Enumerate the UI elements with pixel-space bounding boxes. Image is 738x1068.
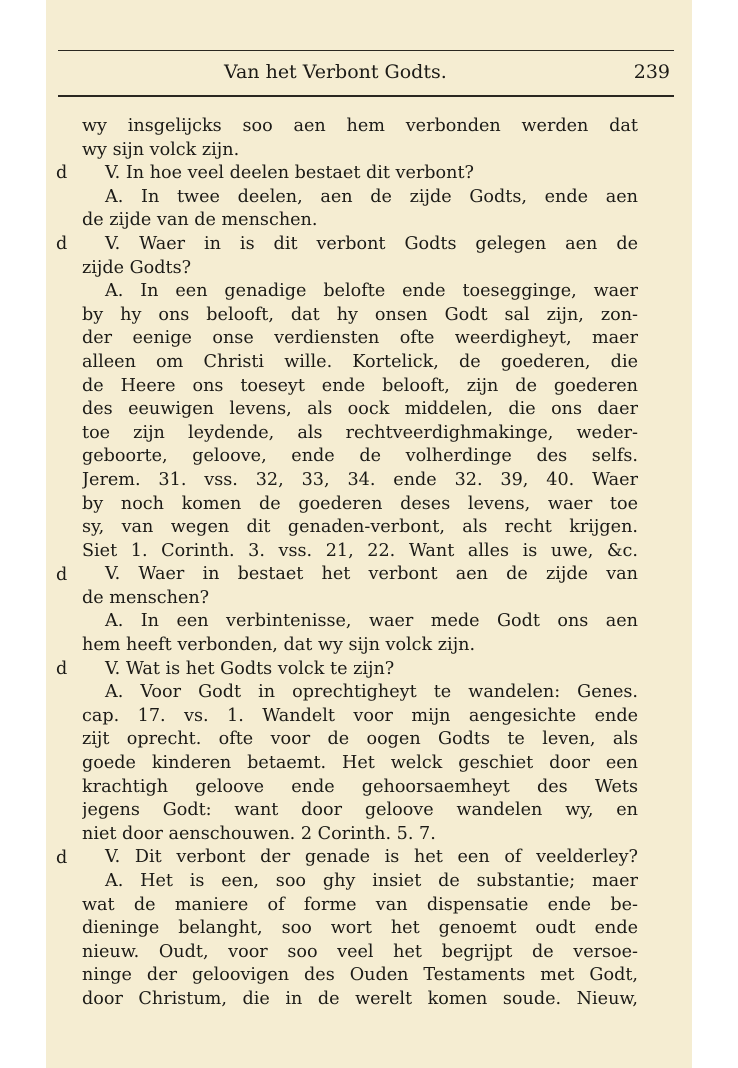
text-line: by hy ons belooft, dat hy onsen Godt sal zijn, zon-	[82, 304, 638, 325]
text-line: de zijde van de menschen.	[82, 210, 318, 231]
text-line: A. In een verbintenisse, waer mede Godt ons aen	[105, 611, 638, 632]
text-line: V. Wat is het Godts volck te zijn?	[105, 658, 395, 679]
text-line: zijde Godts?	[82, 257, 192, 278]
text-line: dieninge belanght, soo wort het genoemt oudt ende	[82, 918, 638, 939]
text-line: A. In een genadige belofte ende toesegginge, waer	[105, 281, 638, 302]
page-number: 239	[633, 61, 670, 83]
text-line: A. In twee deelen, aen de zijde Godts, ende aen	[105, 186, 638, 207]
text-line: wat de maniere of forme van dispensatie ende be-	[82, 894, 638, 915]
margin-marker: d	[56, 659, 68, 679]
text-line: V. Waer in bestaet het verbont aen de zijde van	[105, 564, 638, 585]
text-line: wy insgelijcks soo aen hem verbonden werden dat	[82, 116, 638, 136]
text-line: de Heere ons toeseyt ende belooft, zijn de goederen	[82, 375, 638, 396]
text-line: nieuw. Oudt, voor soo veel het begrijpt de versoe-	[82, 941, 638, 962]
text-line: geboorte, geloove, ende de volherdinge des selfs.	[82, 446, 638, 467]
text-line: niet door aenschouwen. 2 Corinth. 5. 7.	[82, 823, 436, 844]
running-header-title: Van het Verbont Godts.	[224, 61, 447, 83]
text-line: V. In hoe veel deelen bestaet dit verbont?	[105, 163, 474, 184]
text-line: krachtigh geloove ende gehoorsaemheyt des Wets	[82, 776, 638, 797]
text-line: alleen om Christi wille. Kortelick, de goederen, die	[82, 351, 638, 372]
margin-marker: d	[56, 848, 68, 868]
text-line: der eenige onse verdiensten ofte weerdigheyt, maer	[82, 328, 638, 349]
text-line: A. Voor Godt in oprechtigheyt te wandelen: Genes.	[105, 682, 638, 703]
margin-marker: d	[56, 565, 68, 585]
text-line: Jerem. 31. vss. 32, 33, 34. ende 32. 39, 40. Waer	[82, 469, 638, 490]
text-line: toe zijn leydende, als rechtveerdighmakinge, weder-	[82, 422, 638, 443]
text-line: cap. 17. vs. 1. Wandelt voor mijn aengesichte ende	[82, 705, 638, 726]
body-text	[82, 115, 638, 1012]
text-line: sy, van wegen dit genaden-verbont, als recht krijgen.	[82, 517, 638, 538]
text-line: by noch komen de goederen deses levens, waer toe	[82, 493, 638, 514]
book-page	[46, 0, 692, 1068]
text-line: Siet 1. Corinth. 3. vss. 21, 22. Want alles is uwe, &c.	[82, 540, 638, 561]
text-line: de menschen?	[82, 587, 210, 608]
header-rule-bottom	[58, 95, 674, 97]
text-line: des eeuwigen levens, als oock middelen, die ons daer	[82, 399, 638, 420]
text-line: door Christum, die in de werelt komen soude. Nieuw,	[82, 988, 638, 1009]
margin-marker: d	[56, 234, 68, 254]
text-line: ninge der geloovigen des Ouden Testaments met Godt,	[82, 965, 638, 986]
text-line: V. Dit verbont der genade is het een of veelderley?	[105, 847, 638, 868]
header-rule-top	[58, 50, 674, 51]
text-line: wy sijn volck zijn.	[82, 139, 240, 160]
text-line: goede kinderen betaemt. Het welck geschiet door een	[82, 753, 638, 774]
text-line: hem heeft verbonden, dat wy sijn volck zijn.	[82, 635, 476, 656]
text-line: zijt oprecht. ofte voor de oogen Godts te leven, als	[82, 729, 638, 750]
text-line: V. Waer in is dit verbont Godts gelegen aen de	[105, 233, 638, 254]
margin-marker: d	[56, 163, 68, 183]
text-line: jegens Godt: want door geloove wandelen wy, en	[82, 800, 638, 821]
text-line: A. Het is een, soo ghy insiet de substantie; maer	[105, 871, 638, 891]
